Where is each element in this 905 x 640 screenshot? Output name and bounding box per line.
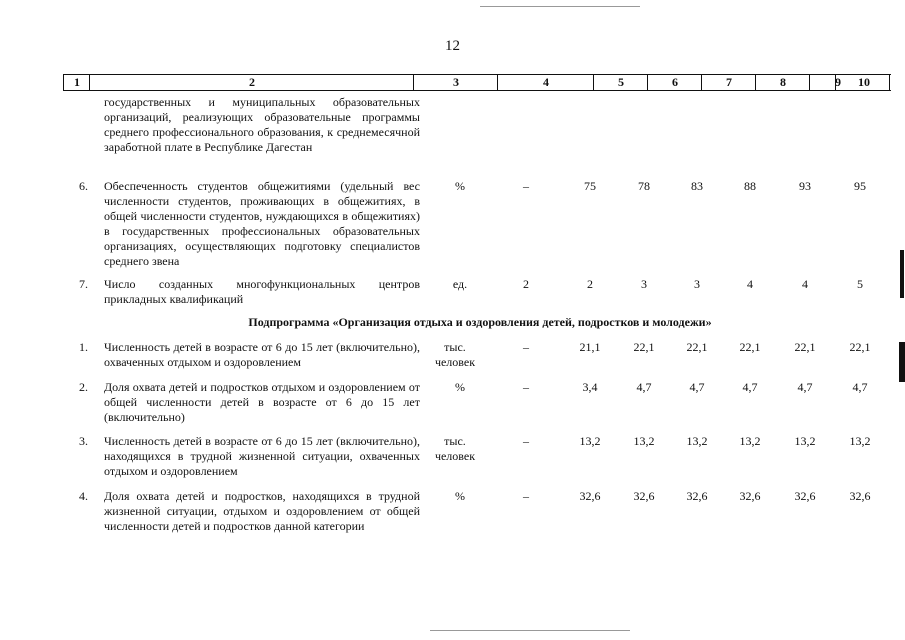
scan-speck: [430, 630, 630, 631]
row-value-col6: 4,7: [636, 380, 652, 394]
row-value-col5: 32,6: [579, 489, 601, 503]
row-value-col10: 95: [854, 179, 866, 193]
row-unit: %: [455, 380, 465, 394]
header-col-7: 7: [701, 75, 756, 90]
row-number: 2.: [79, 380, 88, 394]
scan-speck: [480, 6, 640, 7]
row-value-col10: 4,7: [852, 380, 868, 394]
row-value-col10: 13,2: [849, 434, 871, 448]
row-number: 3.: [79, 434, 88, 448]
row-value-col8: 32,6: [739, 489, 761, 503]
continuation-description: государственных и муниципальных образовательных организаций, реализующих образовательные программы среднего профессионального образования, к среднемесячной заработной плате в Республике Дагестан: [104, 95, 420, 154]
page-number: 12: [445, 38, 460, 54]
row-value-col9: 93: [799, 179, 811, 193]
row-value-col6: 32,6: [633, 489, 655, 503]
row-value-col7: 13,2: [686, 434, 708, 448]
row-value-col4: 2: [523, 277, 529, 291]
row-value-col5: 2: [587, 277, 593, 291]
row-value-col9: 4: [802, 277, 808, 291]
row-description: Число созданных многофункциональных центров прикладных квалификаций: [104, 277, 420, 306]
row-value-col8: 13,2: [739, 434, 761, 448]
header-col-5: 5: [593, 75, 648, 90]
row-unit: ед.: [452, 277, 468, 291]
row-value-col6: 78: [638, 179, 650, 193]
row-value-col6: 13,2: [633, 434, 655, 448]
row-value-col9: 13,2: [794, 434, 816, 448]
row-value-col7: 83: [691, 179, 703, 193]
row-value-col10: 5: [857, 277, 863, 291]
row-value-col4: –: [523, 434, 529, 448]
row-value-col5: 3,4: [582, 380, 598, 394]
header-col-10: 10: [835, 75, 892, 90]
header-col-8: 8: [755, 75, 810, 90]
row-value-col8: 4: [747, 277, 753, 291]
row-value-col7: 3: [694, 277, 700, 291]
row-unit: тыс. человек: [434, 434, 476, 463]
row-value-col6: 22,1: [633, 340, 655, 354]
header-col-4: 4: [497, 75, 594, 90]
row-description: Численность детей в возрасте от 6 до 15 лет (включительно), находящихся в трудной жизненной ситуации, охваченных отдыхом и оздоровлением: [104, 434, 420, 478]
scan-edge-mark: [900, 250, 904, 298]
row-value-col4: –: [523, 340, 529, 354]
row-description: Доля охвата детей и подростков отдыхом и оздоровлением от общей численности детей в возрасте от 6 до 15 лет (включительно): [104, 380, 420, 424]
header-col-1: 1: [63, 75, 90, 90]
row-value-col5: 21,1: [579, 340, 601, 354]
row-number: 1.: [79, 340, 88, 354]
row-value-col10: 22,1: [849, 340, 871, 354]
header-col-6: 6: [647, 75, 702, 90]
row-value-col7: 4,7: [689, 380, 705, 394]
row-value-col4: –: [523, 380, 529, 394]
row-value-col9: 22,1: [794, 340, 816, 354]
row-description: Обеспеченность студентов общежитиями (удельный вес численности студентов, проживающих в общежитиях, в общей численности студентов, нуждающихся в общежитиях) в государственных профессиональных образовательных организациях, осуществляющих подготовку специалистов среднего звена: [104, 179, 420, 268]
row-unit: тыс. человек: [434, 340, 476, 369]
row-value-col10: 32,6: [849, 489, 871, 503]
row-number: 6.: [79, 179, 88, 193]
row-unit: %: [455, 489, 465, 503]
row-value-col8: 88: [744, 179, 756, 193]
row-number: 4.: [79, 489, 88, 503]
row-value-col9: 4,7: [797, 380, 813, 394]
row-value-col7: 22,1: [686, 340, 708, 354]
subprogram-title: Подпрограмма «Организация отдыха и оздоровления детей, подростков и молодежи»: [248, 315, 712, 329]
row-value-col8: 22,1: [739, 340, 761, 354]
row-value-col7: 32,6: [686, 489, 708, 503]
row-value-col8: 4,7: [742, 380, 758, 394]
row-number: 7.: [79, 277, 88, 291]
scan-edge-mark: [899, 342, 905, 382]
header-col-2: 2: [89, 75, 414, 90]
header-col-3: 3: [413, 75, 498, 90]
row-value-col4: –: [523, 489, 529, 503]
row-value-col5: 13,2: [579, 434, 601, 448]
table-header: [63, 74, 891, 91]
row-unit: %: [455, 179, 465, 193]
row-description: Доля охвата детей и подростков, находящихся в трудной жизненной ситуации, отдыхом и оздоровлением от общей численности детей и подростков данной категории: [104, 489, 420, 533]
row-description: Численность детей в возрасте от 6 до 15 лет (включительно), охваченных отдыхом и оздоровлением: [104, 340, 420, 369]
row-value-col4: –: [523, 179, 529, 193]
header-right-border: [889, 75, 890, 90]
row-value-col5: 75: [584, 179, 596, 193]
row-value-col6: 3: [641, 277, 647, 291]
row-value-col9: 32,6: [794, 489, 816, 503]
header-col-9: 9: [809, 75, 866, 90]
